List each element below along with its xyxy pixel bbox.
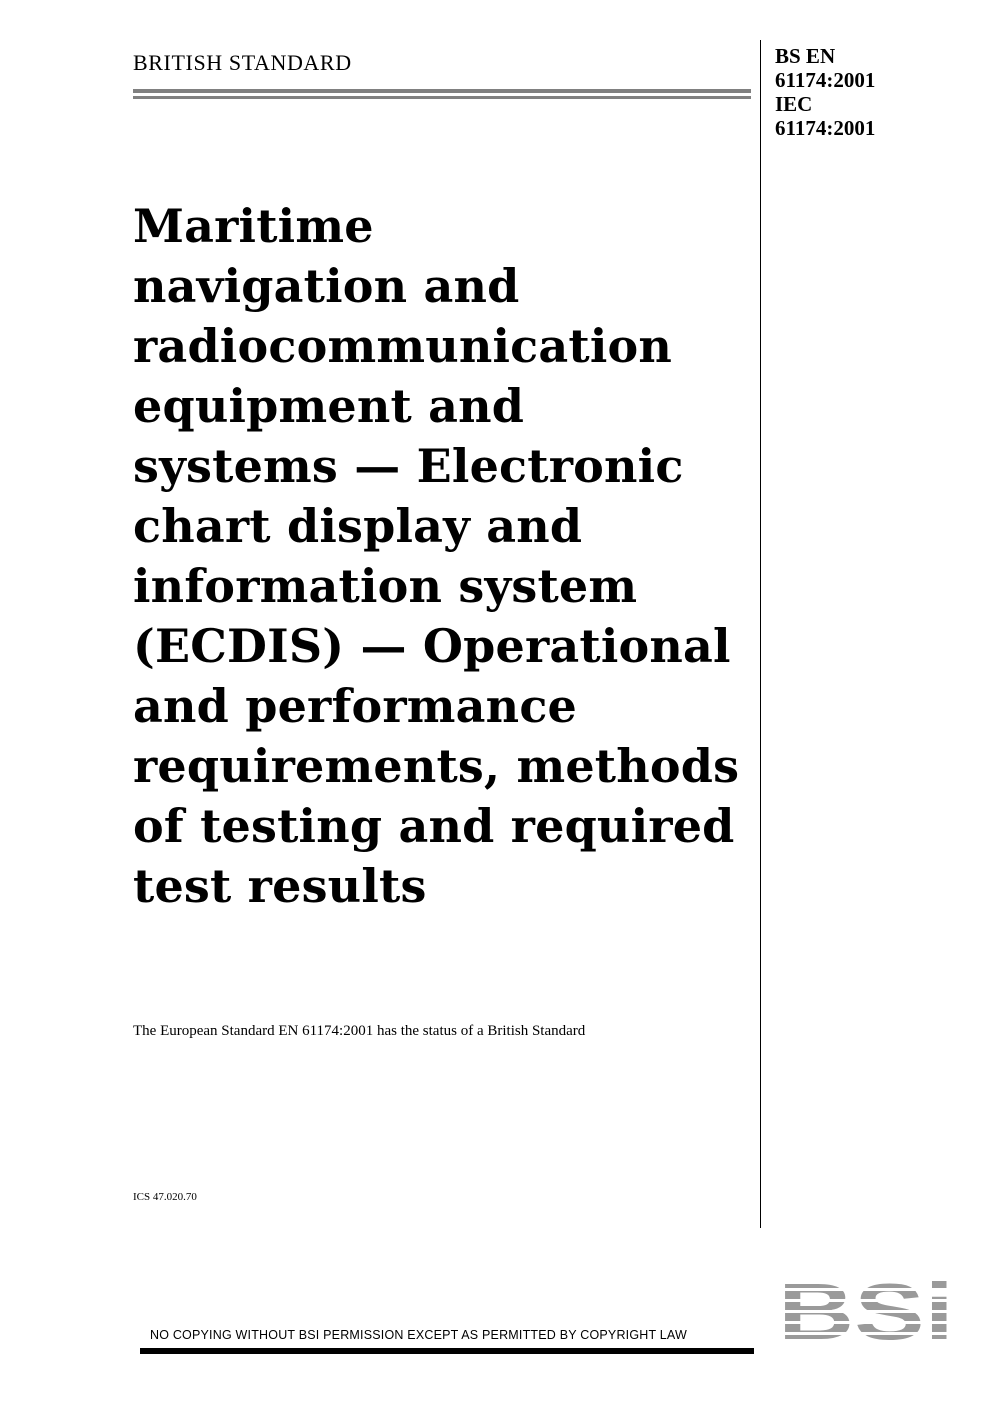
title-line: radiocommunication (133, 319, 673, 373)
bsi-logo (778, 1277, 956, 1343)
status-note: The European Standard EN 61174:2001 has the status of a British Standard (133, 1023, 586, 1039)
title-line: systems — Electronic (133, 439, 684, 493)
title-line: equipment and (133, 379, 525, 433)
copyright-notice: NO COPYING WITHOUT BSI PERMISSION EXCEPT AS PERMITTED BY COPYRIGHT LAW (150, 1328, 688, 1342)
title-line: requirements, methods (133, 739, 740, 793)
header-rule-thick (133, 89, 751, 93)
title-line: and performance (133, 679, 577, 733)
header-rule-thin (133, 96, 751, 99)
standard-number-bs-en-value: 61174:2001 (775, 68, 876, 92)
title-line: navigation and (133, 259, 520, 313)
ics-code: ICS 47.020.70 (133, 1191, 197, 1203)
title-line: (ECDIS) — Operational (133, 619, 731, 673)
standard-number-iec-value: 61174:2001 (775, 116, 876, 140)
footer-rule (140, 1348, 754, 1354)
title-line: test results (133, 859, 427, 913)
title-line: of testing and required (133, 799, 735, 853)
standard-numbers (775, 44, 875, 140)
standard-number-bs-en: BS EN (775, 44, 836, 68)
series-label: BRITISH STANDARD (133, 50, 352, 75)
document-title (133, 196, 748, 916)
title-line: information system (133, 559, 638, 613)
title-line: Maritime (133, 199, 374, 253)
title-line: chart display and (133, 499, 583, 553)
vertical-divider (760, 40, 761, 1228)
standard-number-iec: IEC (775, 92, 813, 116)
